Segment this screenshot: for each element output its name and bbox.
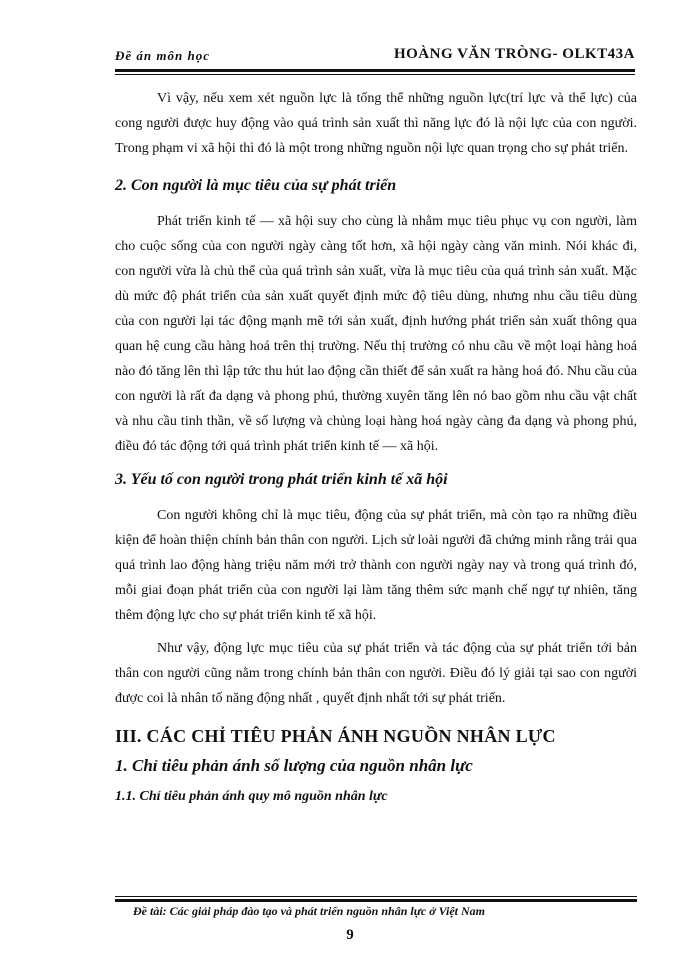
paragraph-development-goal: Phát triển kinh tế — xã hội suy cho cùng là nhằm mục tiêu phục vụ con người, làm cho cuộc sống của con người ngày càng tốt hơn, xã hội ngày càng văn minh. Nói khác đi, con người vừa là chủ thể của quá trình sản xuất, vừa là mục tiêu của quá trình sản xuất. Mặc dù mức độ phát triển của sản xuất quyết định mức độ tiêu dùng, nhưng nhu cầu tiêu dùng của con người lại tác động mạnh mẽ tới sản xuất, định hướng phát triển sản xuất thông qua quan hệ cung cầu hàng hoá trên thị trường. Nếu thị trường có nhu cầu về một loại hàng hoá nào đó tăng lên thì lập tức thu hút lao động cần thiết để sản xuất ra hàng hoá đó. Nhu cầu của con người là rất đa dạng và phong phú, thường xuyên tăng lên nó bao gồm nhu cầu vật chất và nhu cầu tinh thần, về số lượng và chủng loại hàng hoá ngày càng đa dạng và phong phú, điều đó tác động tới quá trình phát triển kinh tế — xã hội.	[115, 214, 637, 454]
footer-rule	[115, 899, 637, 902]
footer-topic: Đề tài: Các giải pháp đào tạo và phát triển nguồn nhân lực ở Việt Nam	[133, 904, 486, 918]
heading-section-2: 2. Con người là mục tiêu của sự phát triển	[115, 177, 397, 194]
footer-rule-thin	[115, 896, 637, 897]
header-rule-thin	[115, 74, 635, 75]
heading-section-3: 3. Yếu tố con người trong phát triển kinh tế xã hội	[115, 471, 448, 488]
header-rule	[115, 69, 635, 72]
header-author: HOÀNG VĂN TRÒNG- OLKT43A	[393, 46, 635, 62]
heading-part-3: III. CÁC CHỈ TIÊU PHẢN ÁNH NGUỒN NHÂN LỰC	[115, 726, 556, 746]
page-content	[115, 86, 637, 809]
header-course-label: Đề án môn học	[115, 48, 210, 63]
paragraph-conclusion: Như vậy, động lực mục tiêu của sự phát triển và tác động của sự phát triển tới bản thân con người cũng nằm trong chính bản thân con người. Điều đó lý giải tại sao con người được coi là nhân tố năng động nhất , quyết định nhất tới sự phát triển.	[115, 641, 637, 706]
page-header	[115, 44, 635, 70]
paragraph-resources: Vì vậy, nếu xem xét nguồn lực là tổng thể những nguồn lực(trí lực và thể lực) của cong người được huy động vào quá trình sản xuất thì năng lực đó là nội lực của con người. Trong phạm vi xã hội thì đó là một trong những nguồn nội lực quan trọng cho sự phát triển.	[115, 91, 637, 156]
heading-subsection-1-1: 1.1. Chỉ tiêu phản ánh quy mô nguồn nhân lực	[115, 789, 388, 804]
paragraph-human-factor: Con người không chỉ là mục tiêu, động của sự phát triển, mà còn tạo ra những điều kiện để hoàn thiện chính bản thân con người. Lịch sử loài người đã chứng minh rằng trải qua quá trình lao động hàng triệu năm mới trở thành con người ngày nay và trong quá trình đó, mỗi giai đoạn phát triển của con người lại làm tăng thêm sức mạnh chế ngự tự nhiên, tăng thêm động lực cho sự phát triển kinh tế xã hội.	[115, 508, 637, 623]
page-number: 9	[346, 927, 354, 943]
heading-subsection-1: 1. Chỉ tiêu phản ánh số lượng của nguồn nhân lực	[115, 756, 473, 775]
